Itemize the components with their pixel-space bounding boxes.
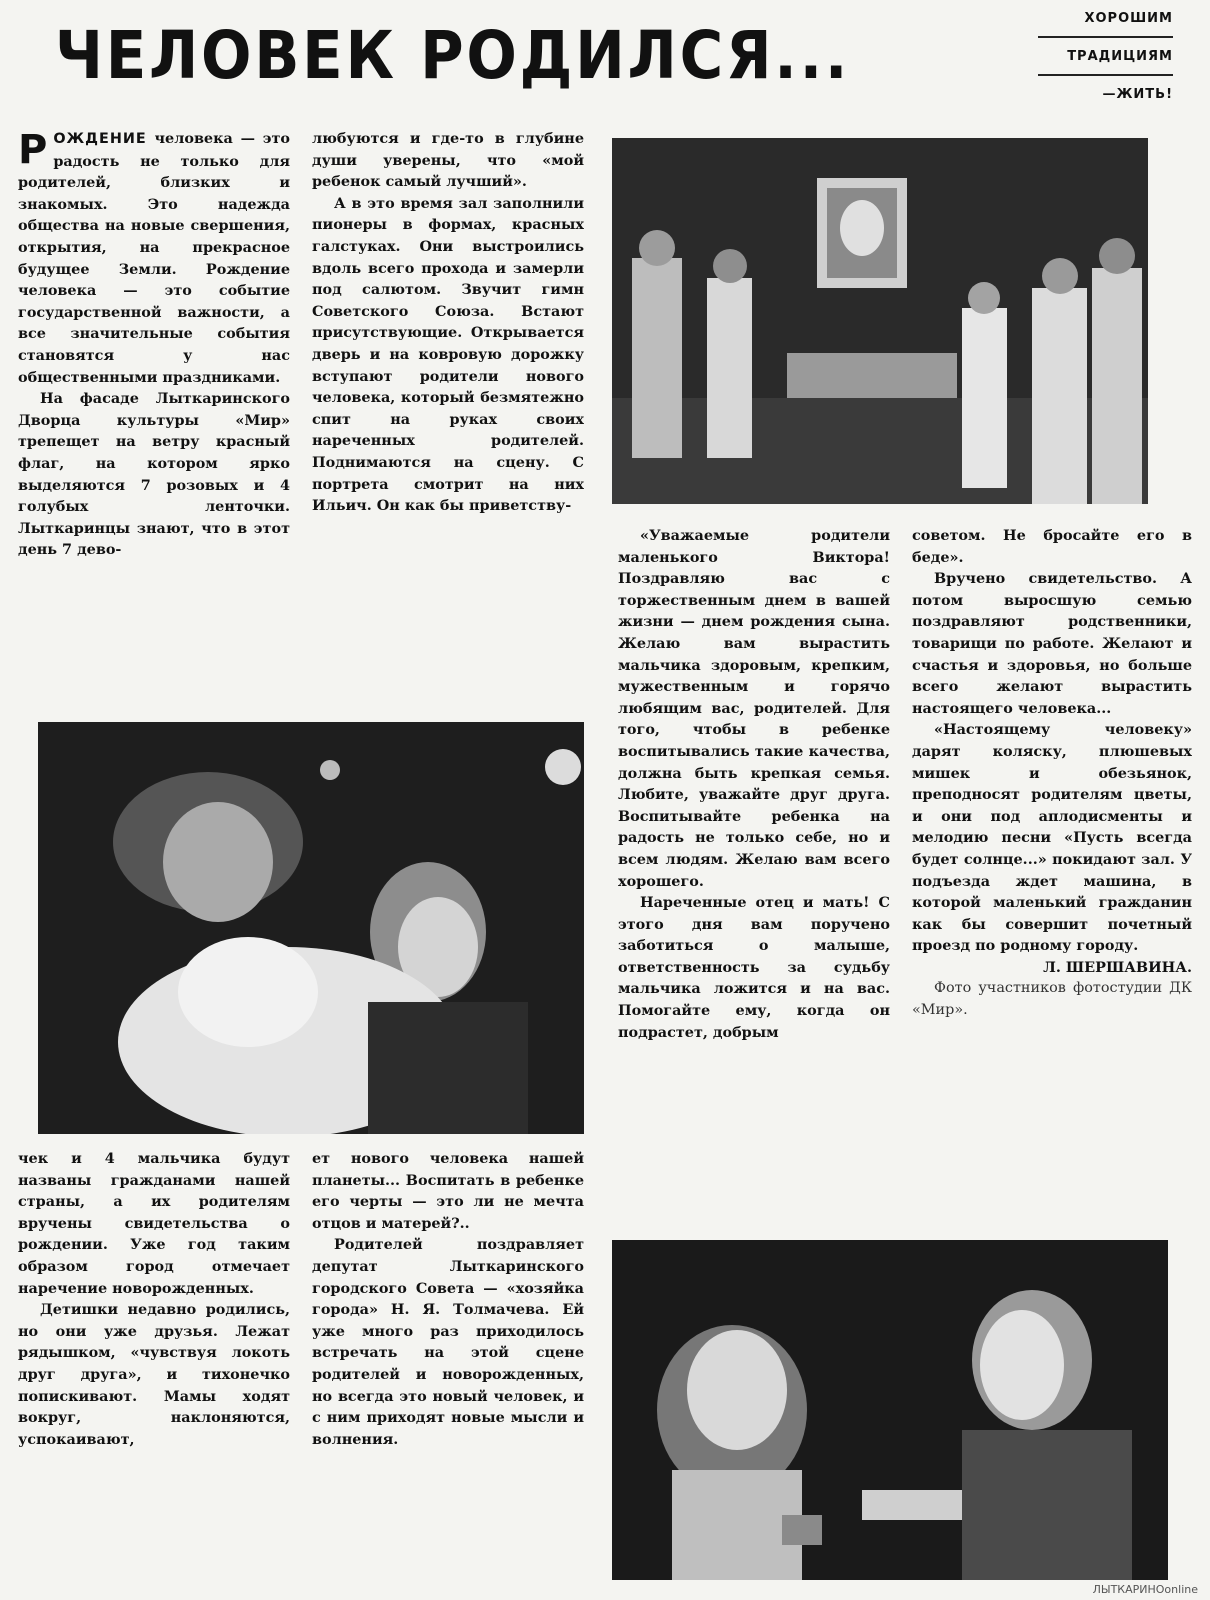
paragraph: любуются и где-то в глубине души уверены, что «мой ребенок самый лучший». <box>312 130 584 191</box>
paragraph: Родителей поздравляет депутат Лыткаринского городского Совета — «хозяйка города» Н. Я. Толмачева. Ей уже много раз приходилось встречать на этой сцене родителей и новорожденных, но всегда это новый человек, и с ним приходят новые мысли и волнения. <box>312 1236 584 1448</box>
signature: Л. ШЕРШАВИНА. <box>1043 958 1192 976</box>
rubric-line-3: —ЖИТЬ! <box>1102 87 1173 102</box>
photo-pioneers-hall <box>612 138 1148 504</box>
column-2-bottom <box>312 1148 584 1598</box>
paragraph: «Уважаемые родители маленького Виктора! Поздравляю вас с торжественным днем в вашей жизни — днем рождения сына. Желаю вам вырастить мальчика здоровым, крепким, мужественным и горячо любящим вас, родителей. Для того, чтобы в ребенке воспитывались такие качества, должна быть крепкая семья. Любите, уважайте друг друга. Воспитывайте ребенка на радость не только себе, но и всем людям. Желаю вам всего хорошего. <box>618 527 890 890</box>
lead-text: человека — это радость не только для родителей, близких и знакомых. Это надежда общества на новые свершения, открытия, на прекрасное будущее Земли. Рождение человека — это событие государственной важности, а все значительные события становятся у нас общественными праздниками. <box>18 130 290 386</box>
paragraph: ет нового человека нашей планеты... Воспитать в ребенке его черты — это ли не мечта отцов и матерей?.. <box>312 1150 584 1232</box>
drop-cap: Р <box>18 128 48 173</box>
rubric-line-2: ТРАДИЦИЯМ <box>1038 44 1173 76</box>
column-4 <box>912 525 1192 1215</box>
rubric-line-1: ХОРОШИМ <box>1038 6 1173 38</box>
watermark: ЛЫТКАРИНОonline <box>1092 1583 1198 1596</box>
paragraph: А в это время зал заполнили пионеры в формах, красных галстуках. Они выстроились вдоль всего прохода и замерли под салютом. Звучит гимн Советского Союза. Встают присутствующие. Открывается дверь и на ковровую дорожку вступают родители нового человека, который безмятежно спит на руках своих нареченных родителей. Поднимаются на сцену. С портрета смотрит на них Ильич. Он как бы приветству- <box>312 194 584 515</box>
headline: ЧЕЛОВЕК РОДИЛСЯ... <box>55 17 851 94</box>
paragraph: чек и 4 мальчика будут названы гражданами нашей страны, а их родителям вручены свидетельства о рождении. Уже год таким образом город отмечает наречение новорожденных. <box>18 1150 290 1297</box>
photo-certificate-image <box>612 1240 1168 1580</box>
column-1-bottom <box>18 1148 290 1598</box>
column-2-top <box>312 128 584 693</box>
paragraph: Нареченные отец и мать! С этого дня вам поручено заботиться о малыше, ответственность за судьбу мальчика ложится и на вас. Помогайте ему, когда он подрастет, добрым <box>618 894 890 1041</box>
paragraph: Детишки недавно родились, но они уже друзья. Лежат рядышком, «чувствуя локоть друг друга», и тихонечко попискивают. Мамы ходят вокруг, наклоняются, успокаивают, <box>18 1301 290 1448</box>
lead-caps: ОЖДЕНИЕ <box>53 131 147 147</box>
photo-credit: Фото участников фотостудии ДК «Мир». <box>912 980 1192 1019</box>
rubric <box>1038 6 1173 116</box>
photo-girl-with-baby <box>38 722 584 1134</box>
photo-certificate-presentation <box>612 1240 1168 1580</box>
paragraph <box>18 128 290 388</box>
column-1-top <box>18 128 290 693</box>
column-3 <box>618 525 890 1215</box>
paragraph: На фасаде Лыткаринского Дворца культуры «Мир» трепещет на ветру красный флаг, на котором ярко выделяются 7 розовых и 4 голубых ленточки. Лыткаринцы знают, что в этот день 7 дево- <box>18 390 290 559</box>
photo-pioneers-image <box>612 138 1148 504</box>
photo-girl-baby-image <box>38 722 584 1134</box>
paragraph: советом. Не бросайте его в беде». <box>912 527 1192 566</box>
paragraph: Вручено свидетельство. А потом выросшую семью поздравляют родственники, товарищи по работе. Желают и счастья и здоровья, но больше всего желают вырастить настоящего человека... <box>912 570 1192 717</box>
paragraph: «Настоящему человеку» дарят коляску, плюшевых мишек и обезьянок, преподносят родителям цветы, и они под аплодисменты и мелодию песни «Пусть всегда будет солнце...» покидают зал. У подъезда ждет машина, в которой маленький гражданин как бы совершит почетный проезд по родному городу. <box>912 721 1192 955</box>
